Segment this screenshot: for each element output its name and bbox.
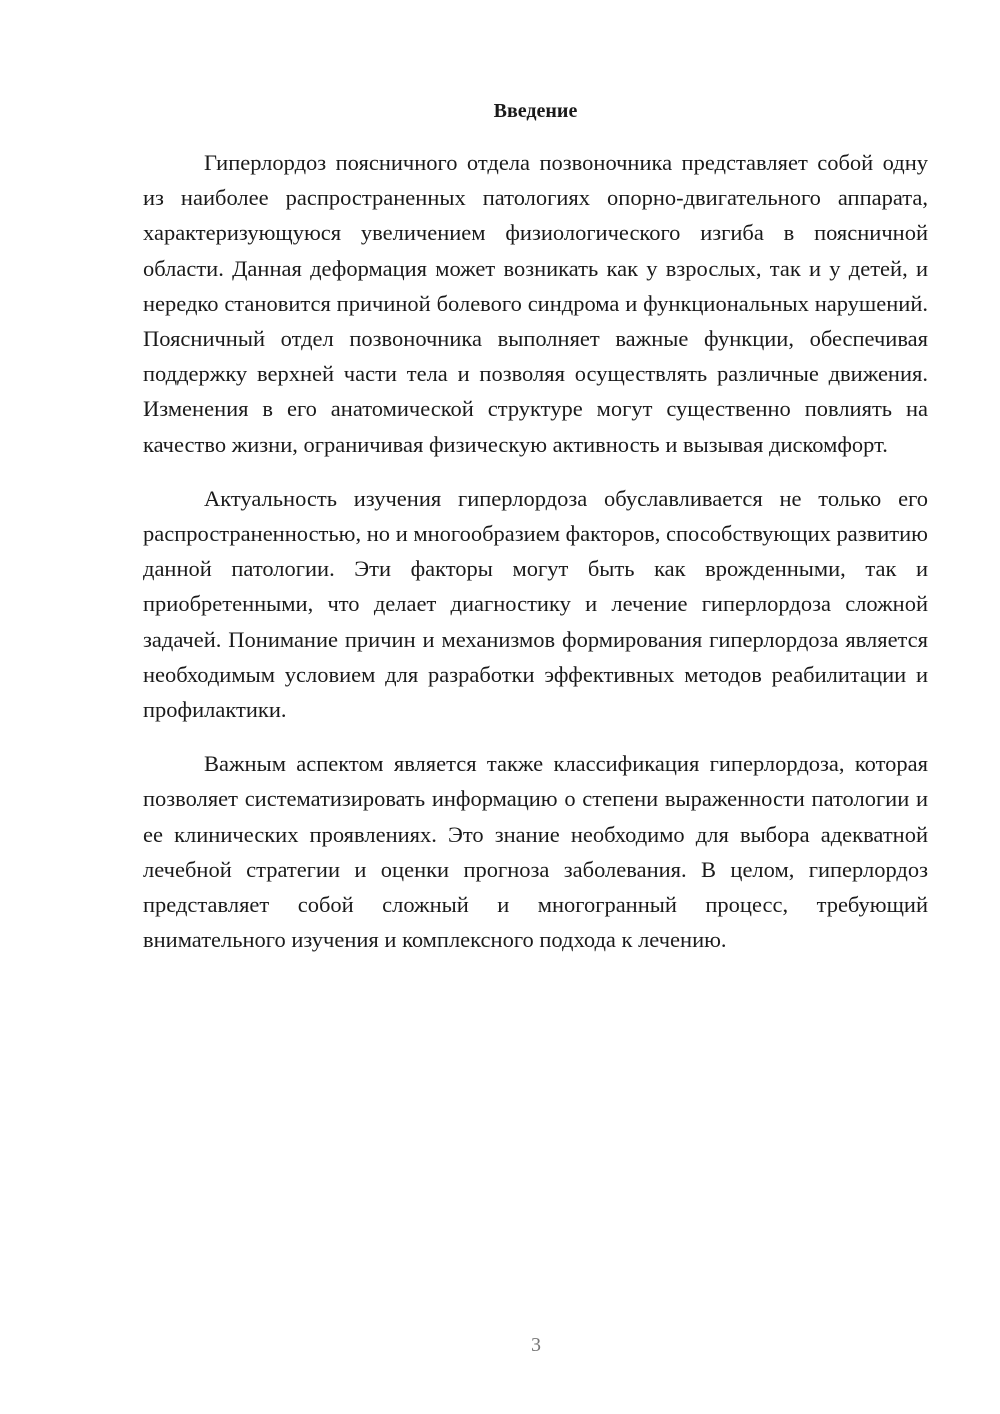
page-number: 3 — [531, 1334, 541, 1356]
paragraph-2: Актуальность изучения гиперлордоза обуславливается не только его распространенностью, но и многообразием факторов, способствующих развитию данной патологии. Эти факторы могут быть как врожденными, так и приобретенными, что делает диагностику и лечение гиперлордоза сложной задачей. Понимание причин и механизмов формирования гиперлордоза является необходимым условием для разработки эффективных методов реабилитации и профилактики. — [143, 485, 928, 723]
paragraph-3: Важным аспектом является также классификация гиперлордоза, которая позволяет систематизировать информацию о степени выраженности патологии и ее клинических проявлениях. Это знание необходимо для выбора адекватной лечебной стратегии и оценки прогноза заболевания. В целом, гиперлордоз представляет собой сложный и многогранный процесс, требующий внимательного изучения и комплексного подхода к лечению. — [143, 751, 928, 953]
paragraph-1: Гиперлордоз поясничного отдела позвоночника представляет собой одну из наиболее распространенных патологиях опорно-двигательного аппарата, характеризующуюся увеличением физиологического изгиба в поясничной области. Данная деформация может возникать как у взрослых, так и у детей, и нередко становится причиной болевого синдрома и функциональных нарушений. Поясничный отдел позвоночника выполняет важные функции, обеспечивая поддержку верхней части тела и позволяя осуществлять различные движения. Изменения в его анатомической структуре могут существенно повлиять на качество жизни, ограничивая физическую активность и вызывая дискомфорт. — [143, 150, 928, 457]
section-title: Введение — [493, 100, 578, 122]
body-text — [143, 145, 928, 976]
